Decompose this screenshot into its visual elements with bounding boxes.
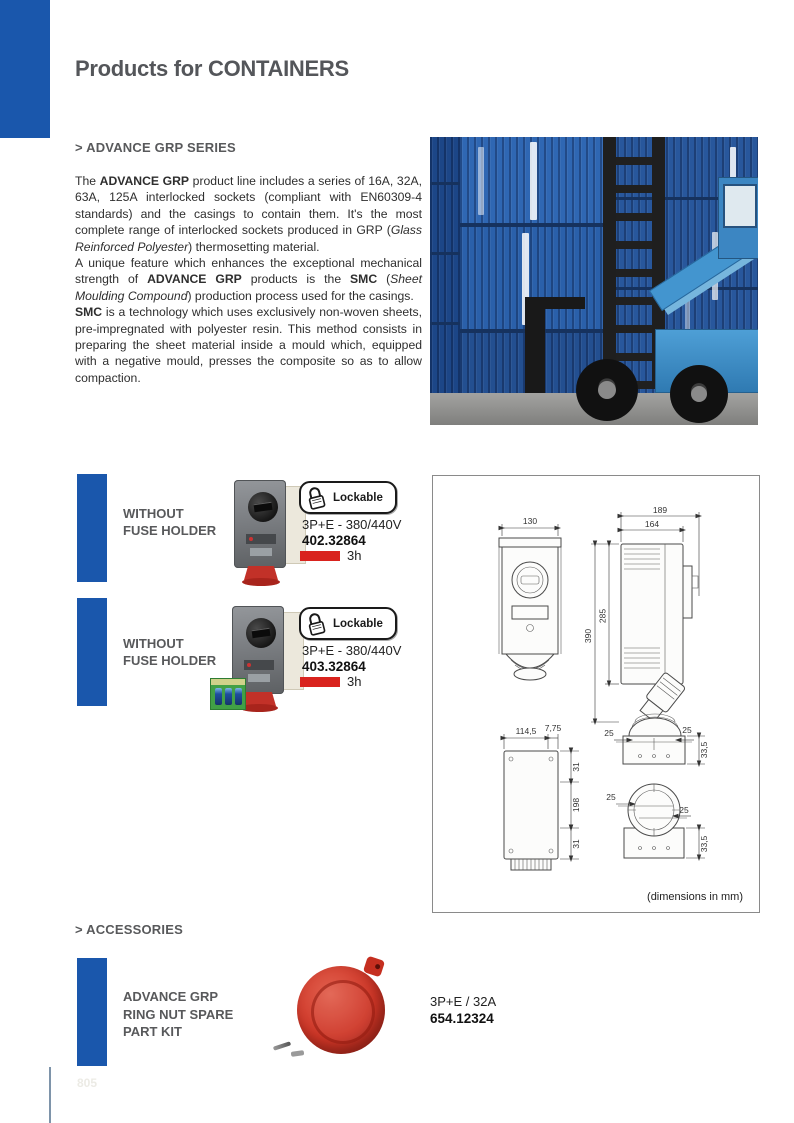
corner-accent-block: [0, 0, 50, 138]
row-accent-bar: [77, 958, 107, 1066]
product-spec: 3P+E - 380/440V: [302, 517, 402, 532]
dim-flange-side-left: 25: [604, 728, 614, 738]
containers-photo: [430, 137, 758, 425]
lockable-badge: [299, 607, 397, 640]
badge-label: Lockable: [333, 617, 383, 630]
product-label: WITHOUT FUSE HOLDER: [123, 506, 217, 538]
accessory-code: 654.12324: [430, 1011, 494, 1026]
red-bar-icon: [300, 677, 340, 687]
product-photo-socket: [212, 478, 312, 588]
intro-paragraph: A unique feature which enhances the exceptional mechanical strength of ADVANCE GRP products is the SMC (Sheet Moulding Compound) production process used for the casings.: [75, 256, 422, 303]
duty-cycle: 3h: [300, 674, 361, 689]
dim-side-depth-body: 164: [644, 519, 660, 529]
screw-icon: [291, 1050, 305, 1057]
rotary-switch-knob: [248, 492, 278, 522]
dim-flange-side-height: 33,5: [699, 741, 709, 759]
padlock-icon: [304, 610, 327, 638]
dim-rear-offset: 7,75: [544, 723, 562, 733]
page-title: Products for CONTAINERS: [75, 56, 349, 81]
intro-copy: [75, 173, 422, 386]
dim-side-height-body: 285: [597, 608, 608, 624]
section-heading-series: > ADVANCE GRP SERIES: [75, 140, 236, 155]
dimensions-note: (dimensions in mm): [647, 891, 743, 903]
row-accent-bar: [77, 474, 107, 582]
container-stack-left: [430, 137, 460, 425]
intro-paragraph: SMC is a technology which uses exclusively non-woven sheets, pre-impregnated with polyester resin. This method consists in preparing the sheet material inside a mould which, equipped with a negative mould, presses the composite so as to allow compaction.: [75, 305, 422, 385]
ring-nut-photo: [265, 958, 415, 1068]
product-code: 402.32864: [302, 533, 366, 548]
technical-drawing: [432, 475, 760, 913]
lockable-badge: [299, 481, 397, 514]
row-accent-bar: [77, 598, 107, 706]
red-bar-icon: [300, 551, 340, 561]
badge-label: Lockable: [333, 491, 383, 504]
dim-side-depth-total: 189: [652, 505, 668, 515]
product-label: WITHOUT FUSE HOLDER: [123, 636, 217, 668]
screw-icon: [273, 1041, 291, 1050]
product-code: 403.32864: [302, 659, 366, 674]
dim-flange-front-height: 33,5: [699, 835, 709, 853]
product-spec: 3P+E - 380/440V: [302, 643, 402, 658]
product-photo-socket-with-pcb: [210, 604, 310, 714]
dim-rear-width: 114,5: [515, 726, 537, 736]
padlock-icon: [304, 484, 327, 512]
dim-side-height-total: 390: [583, 628, 593, 644]
section-heading-accessories: > ACCESSORIES: [75, 922, 183, 937]
intro-paragraph: The ADVANCE GRP product line includes a series of 16A, 32A, 63A, 125A interlocked sockets (compliant with EN60309-4 standards) and the casings to contain them. It's the most complete range of interlocked sockets produced in GRP (Glass Reinforced Polyester) thermosetting material.: [75, 174, 423, 254]
dim-flange-side-right: 25: [682, 725, 692, 735]
dim-front-width: 130: [522, 516, 538, 526]
dim-flange-front-right: 25: [679, 805, 689, 815]
fuse-pcb: [210, 678, 246, 710]
footer-rule: [49, 1067, 51, 1123]
accessory-spec: 3P+E / 32A: [430, 994, 497, 1009]
dim-flange-front-left: 25: [606, 792, 616, 802]
accessory-label: ADVANCE GRP RING NUT SPARE PART KIT: [123, 989, 234, 1040]
page-number: 805: [77, 1076, 98, 1090]
dim-rear-bottom: 31: [571, 839, 581, 849]
dim-rear-middle: 198: [571, 797, 581, 813]
dim-rear-top: 31: [571, 762, 581, 772]
duty-cycle: 3h: [300, 548, 361, 563]
rotary-switch-knob: [246, 618, 276, 648]
technical-drawing-svg: [433, 476, 759, 912]
